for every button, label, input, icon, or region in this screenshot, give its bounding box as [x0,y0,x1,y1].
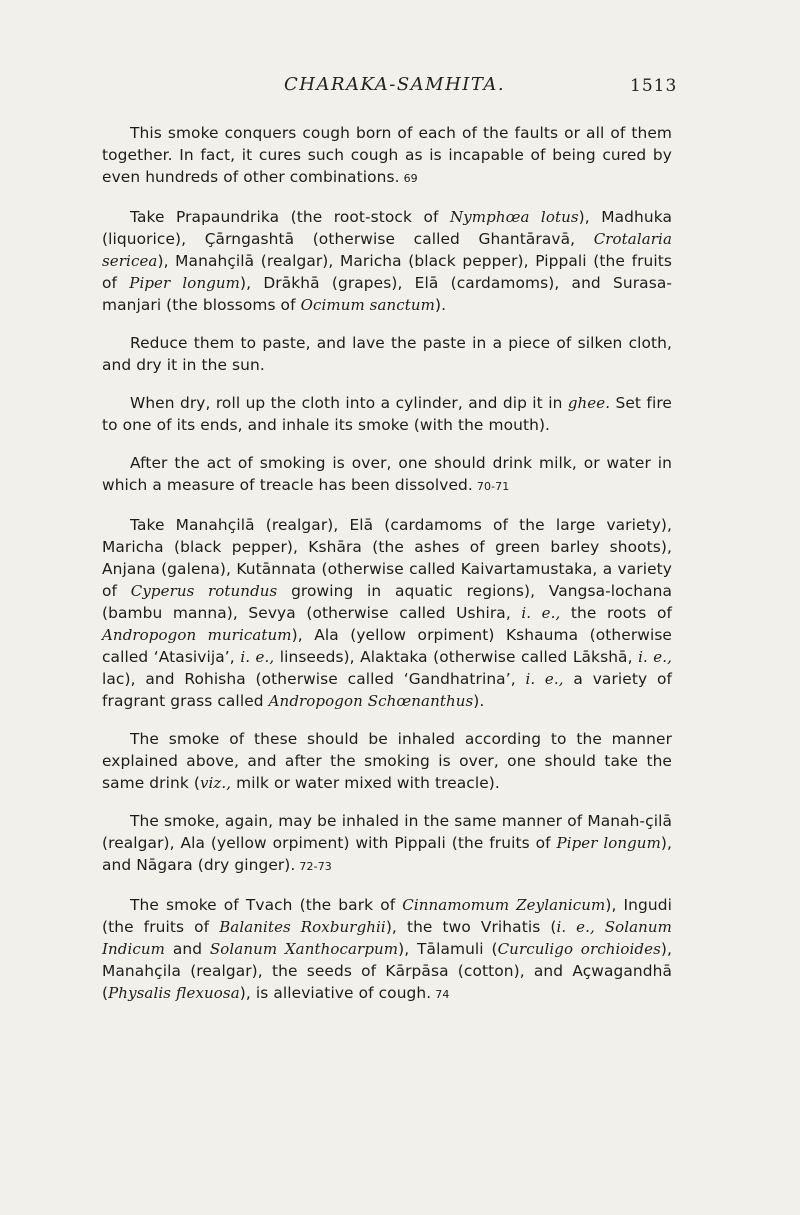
botanical-name: Physalis flexuosa [108,984,240,1002]
text-run: the roots of [560,604,672,622]
page-header [0,74,800,104]
italic-term: i. e., [525,670,564,688]
text-run: ), Ingudi (the fruits of [102,896,673,936]
botanical-name: Balanites Roxburghii [219,918,386,936]
text-run: The smoke of Tvach (the bark of [130,896,403,914]
page-number: 1513 [630,76,678,96]
text-run: a variety of fragrant grass called [102,670,672,710]
paragraph-smoke-of-tvach [102,894,672,1006]
botanical-name: Curculigo orchioides [497,940,661,958]
body-text [102,122,672,1022]
paragraph-reduce-to-paste [102,332,672,376]
text-run: This smoke conquers cough born of each of the faults or all of them together. In fact, it cures such cough as is incapable of being cured by even hundreds of other combinations. [102,124,672,186]
verse-number: 74 [435,988,450,1001]
paragraph-smoke-conquers-cough [102,122,672,190]
paragraph-roll-cloth [102,392,672,436]
text-run: Set fire to one of its ends, and inhale its smoke (with the mouth). [102,394,672,434]
text-run: ), Drākhā (grapes), Elā (cardamoms), and Surasa-manjari (the blossoms of [102,274,673,314]
botanical-name: Nymphœa lotus [450,208,579,226]
paragraph-smoke-again [102,810,672,878]
paragraph-after-smoking [102,452,672,498]
text-run: The smoke of these should be inhaled according to the manner explained above, and after the smoking is over, one should take the same drink ( [102,730,672,792]
verse-number: 70-71 [476,480,510,493]
text-run: After the act of smoking is over, one should drink milk, or water in which a measure of treacle has been dissolved. [102,454,672,494]
text-run: ), is alleviative of cough. [239,984,432,1002]
botanical-name: Cyperus rotundus [130,582,278,600]
italic-term: i. e., [638,648,672,666]
italic-term: i. e., [521,604,561,622]
italic-term: i. e., [240,648,275,666]
text-run: ), Tālamuli ( [398,940,498,958]
text-run: ), Madhuka (liquorice), Çārngashtā (otherwise called Ghantāravā, [102,208,672,248]
paragraph-smoke-of-these [102,728,672,794]
botanical-name: Crotalaria sericea [102,230,672,270]
running-title: CHARAKA-SAMHITA. [284,74,506,95]
botanical-name: Cinnamomum Zeylanicum [402,896,606,914]
text-run: Take Manahçilā (realgar), Elā (cardamoms of the large variety), Maricha (black pepper), Kshāra (the ashes of green barley shoots), Anjana (galena), Kutānnata (otherwise called Kaivartamustaka, a variety of [102,516,672,600]
paragraph-manahcila-recipe [102,514,672,712]
botanical-name: Andropogon Schœnanthus [268,692,474,710]
text-run: ), the two Vrihatis ( [385,918,557,936]
text-run: ). [473,692,485,710]
botanical-name: Piper longum [129,274,240,292]
text-run: The smoke, again, may be inhaled in the same manner of Manah-çilā (realgar), Ala (yellow orpiment) with Pippali (the fruits of [102,812,672,852]
text-run: When dry, roll up the cloth into a cylinder, and dip it in [130,394,568,412]
botanical-name: Ocimum sanctum [300,296,435,314]
botanical-name: i. e., Solanum Indicum [102,918,673,958]
paragraph-prapaundrika-recipe [102,206,672,316]
text-run: Take Prapaundrika (the root-stock of [130,208,450,226]
botanical-name: Solanum Xanthocarpum [209,940,399,958]
italic-term: viz., [199,774,232,792]
text-run: ). [434,296,447,314]
text-run: ), Manahçila (realgar), the seeds of Kārpāsa (cotton), and Açwagandhā ( [102,940,672,1002]
text-run: linseeds), Alaktaka (otherwise called Lākshā, [274,648,639,666]
text-run: ), Ala (yellow orpiment) Kshauma (otherwise called ‘Atasivija’, [102,626,673,666]
botanical-name: Piper longum [556,834,661,852]
italic-term: ghee. [567,394,611,412]
text-run: and [164,940,210,958]
text-run: milk or water mixed with treacle). [231,774,500,792]
text-run: Reduce them to paste, and lave the paste in a piece of silken cloth, and dry it in the sun. [102,334,672,374]
text-run: growing in aquatic regions), Vangsa-lochana (bambu manna), Sevya (otherwise called Ushira, [102,582,673,622]
text-run: ), and Nāgara (dry ginger). [102,834,673,874]
text-run: lac), and Rohisha (otherwise called ‘Gandhatrina’, [102,670,526,688]
verse-number: 69 [403,172,418,185]
verse-number: 72-73 [299,860,332,873]
text-run: ), Manahçilā (realgar), Maricha (black pepper), Pippali (the fruits of [102,252,672,292]
botanical-name: Andropogon muricatum [102,626,292,644]
